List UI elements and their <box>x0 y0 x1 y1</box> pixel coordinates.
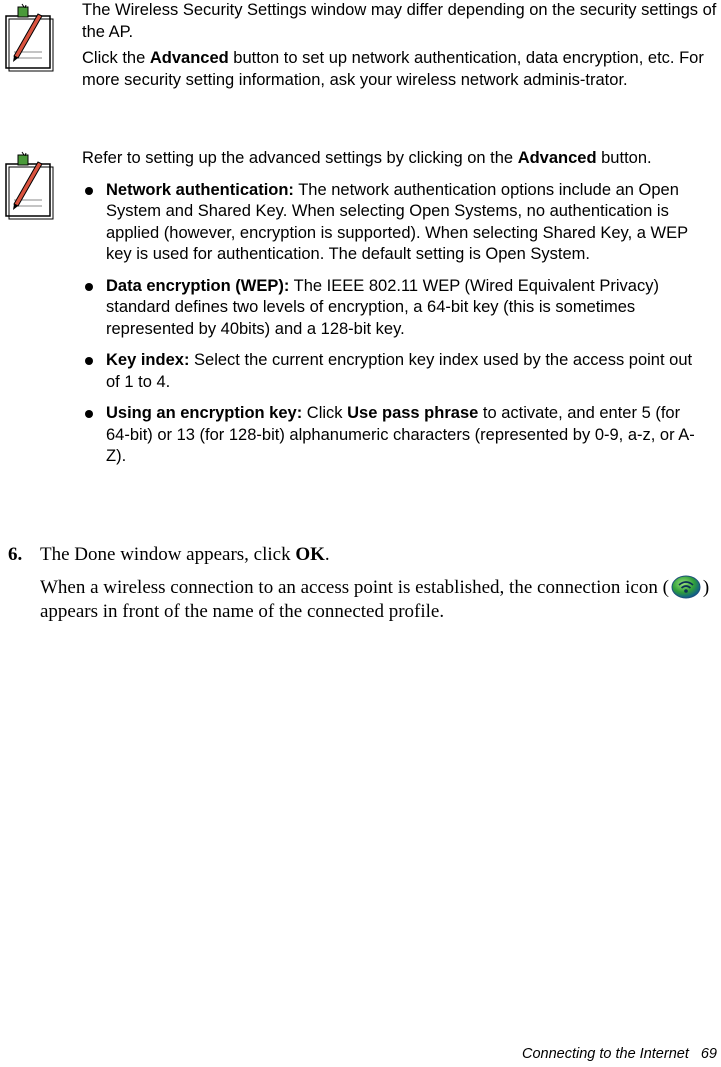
note-pencil-icon <box>0 150 56 220</box>
note-text: The Wireless Security Settings window may differ depending on the security settings of the AP. <box>82 1 717 41</box>
page-footer <box>522 1044 717 1066</box>
note-block-advanced-settings <box>82 148 721 478</box>
list-item: Network authentication: The network authentication options include an Open System and Shared Key. When selecting Open Systems, no authentication is applied (however, encryption is supported). When selecting Shared Key, a WEP key is used for authentication. The default setting is Open System. <box>82 180 706 266</box>
list-item: Key index: Select the current encryption key index used by the access point out of 1 to 4. <box>82 350 706 393</box>
note-text-advanced: Click the Advanced button to set up network authentication, data encryption, etc. For more security setting information, ask your wireless network adminis-trator. <box>82 49 704 89</box>
list-item: Data encryption (WEP): The IEEE 802.11 WEP (Wired Equivalent Privacy) standard defines two levels of encryption, a 64-bit key (this is sometimes represented by 40bits) and a 128-bit key. <box>82 276 706 341</box>
note-intro: Refer to setting up the advanced settings by clicking on the Advanced button. <box>82 149 652 167</box>
note-pencil-icon <box>0 2 56 72</box>
page-number: 69 <box>700 1046 717 1062</box>
step-6 <box>8 543 720 624</box>
step-6-description: When a wireless connection to an access point is established, the connection icon ( ) appears in front of the name of the connected profile. <box>40 577 710 622</box>
list-item: Using an encryption key: Click Use pass phrase to activate, and enter 5 (for 64-bit) or 13 (for 128-bit) alphanumeric characters (represented by 0-9, a-z, or A-Z). <box>82 403 706 468</box>
bullet-icon <box>85 357 93 365</box>
bullet-icon <box>85 283 93 291</box>
wifi-connection-icon <box>671 575 701 599</box>
step-number: 6. <box>8 544 23 565</box>
bullet-list <box>82 180 721 468</box>
bullet-icon <box>85 187 93 195</box>
step-6-instruction: 6. The Done window appears, click OK. <box>8 544 330 565</box>
bullet-icon <box>85 410 93 418</box>
note-block-security-settings <box>82 0 721 91</box>
footer-section-title: Connecting to the Internet <box>521 1046 689 1062</box>
